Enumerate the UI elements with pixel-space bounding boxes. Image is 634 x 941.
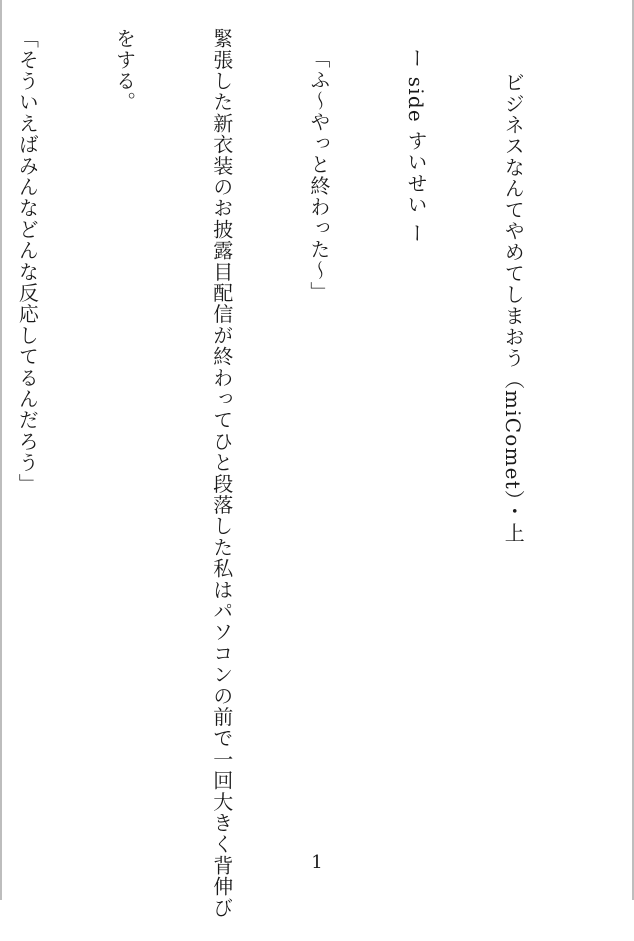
text-line: 「ふ～やっと終わった～」	[306, 48, 331, 303]
text-line: をする。	[112, 28, 137, 113]
text-line: 「そういえばみんなどんな反応してるんだろう」	[15, 28, 40, 495]
vertical-text-body	[0, 28, 594, 919]
document-title: ビジネスなんてやめてしまおう（miComet）・上	[501, 72, 526, 544]
text-line: 緊張した新衣装のお披露目配信が終わってひと段落した私はパソコンの前で一回大きく背伸び	[209, 28, 234, 919]
document-byline: ー side すいせい ー	[404, 48, 429, 244]
page-number: 1	[311, 852, 323, 873]
